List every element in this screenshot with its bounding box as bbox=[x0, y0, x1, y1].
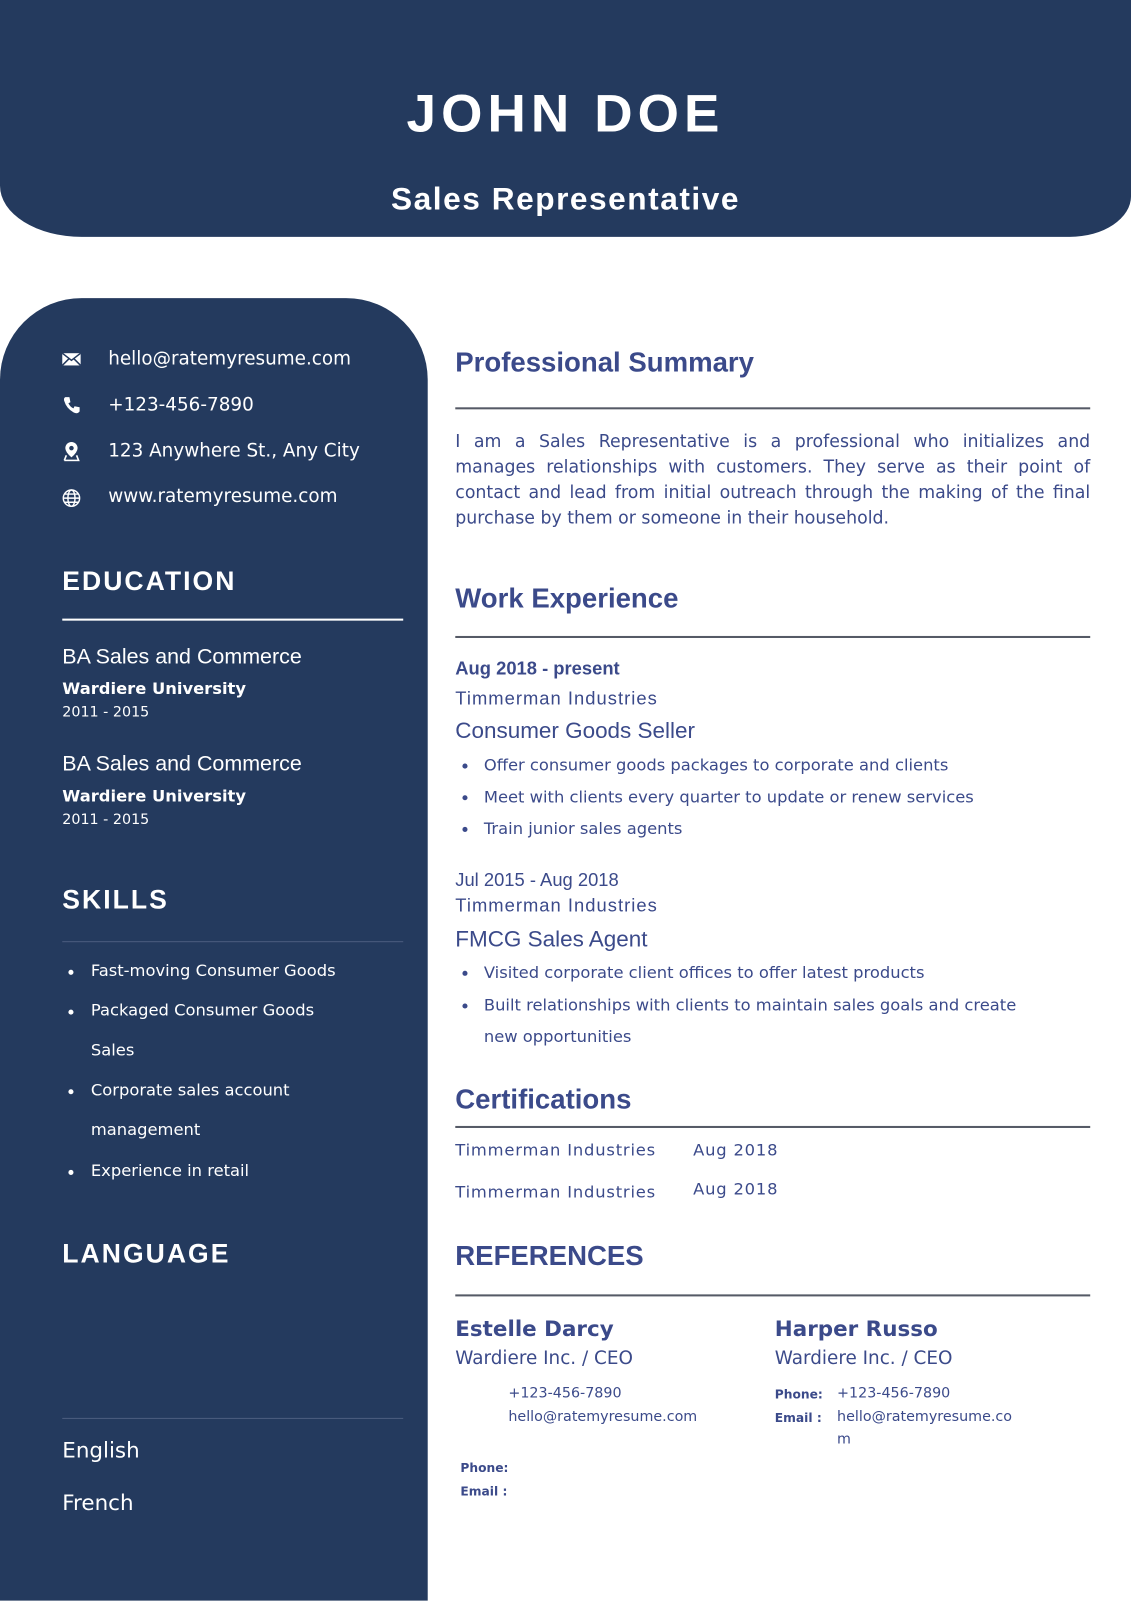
job-bullet: Meet with clients every quarter to update or renew services bbox=[483, 787, 974, 807]
job-bullet: Visited corporate client offices to offer latest products bbox=[483, 962, 925, 983]
skill-item: Fast-moving Consumer Goods bbox=[90, 960, 336, 980]
reference-phone: +123-456-7890 bbox=[508, 1385, 622, 1402]
job-dates: Aug 2018 - present bbox=[455, 658, 620, 679]
reference-company: Wardiere Inc. / CEO bbox=[774, 1347, 953, 1369]
candidate-name: JOHN DOE bbox=[406, 84, 725, 144]
skill-item: Corporate sales account bbox=[90, 1080, 290, 1100]
references-heading: REFERENCES bbox=[455, 1240, 644, 1271]
education-degree: BA Sales and Commerce bbox=[62, 645, 302, 669]
summary-heading: Professional Summary bbox=[455, 347, 754, 378]
contact-phone: +123-456-7890 bbox=[108, 394, 254, 416]
reference-email[interactable]: hello@ratemyresume.co bbox=[837, 1408, 1013, 1426]
job-bullet: Offer consumer goods packages to corporate and clients bbox=[483, 755, 949, 775]
globe-icon bbox=[61, 488, 81, 508]
education-school: Wardiere University bbox=[62, 678, 247, 699]
education-years: 2011 - 2015 bbox=[62, 811, 150, 828]
job-company: Timmerman Industries bbox=[455, 688, 658, 709]
certifications-heading: Certifications bbox=[455, 1084, 632, 1115]
cert-date: Aug 2018 bbox=[693, 1179, 779, 1199]
education-heading: EDUCATION bbox=[62, 565, 237, 597]
education-degree: BA Sales and Commerce bbox=[62, 752, 302, 776]
job-bullet: Built relationships with clients to maintain sales goals and create bbox=[483, 995, 1017, 1015]
phone-label: Phone: bbox=[460, 1460, 509, 1476]
phone-label: Phone: bbox=[774, 1387, 823, 1402]
reference-company: Wardiere Inc. / CEO bbox=[455, 1347, 633, 1369]
bullet-icon bbox=[68, 1089, 73, 1094]
phone-icon bbox=[61, 395, 81, 415]
reference-name: Harper Russo bbox=[774, 1316, 938, 1342]
email-label: Email : bbox=[460, 1484, 508, 1499]
divider bbox=[62, 941, 403, 942]
cert-issuer: Timmerman Industries bbox=[455, 1182, 656, 1202]
summary-text: I am a Sales Representative is a professional who initializes and manages relationships with customers. They serve as their point of contact and lead from initial outreach through the making of the final purchase by them or someone in their household. bbox=[455, 431, 1091, 529]
divider bbox=[455, 1294, 1090, 1296]
job-bullet: Train junior sales agents bbox=[483, 818, 683, 839]
job-role: FMCG Sales Agent bbox=[455, 925, 648, 952]
bullet-icon bbox=[68, 1170, 73, 1175]
reference-email-wrap: m bbox=[837, 1431, 851, 1448]
work-heading: Work Experience bbox=[455, 582, 679, 614]
bullet-icon bbox=[462, 795, 467, 800]
education-school: Wardiere University bbox=[62, 786, 247, 806]
job-title: Sales Representative bbox=[391, 180, 741, 217]
bullet-icon bbox=[68, 970, 73, 975]
envelope-icon bbox=[61, 349, 81, 369]
skill-item: Experience in retail bbox=[90, 1160, 250, 1181]
email-label: Email : bbox=[774, 1410, 822, 1426]
cert-issuer: Timmerman Industries bbox=[455, 1140, 656, 1160]
education-years: 2011 - 2015 bbox=[62, 704, 150, 721]
contact-email[interactable]: hello@ratemyresume.com bbox=[108, 348, 352, 370]
job-dates: Jul 2015 - Aug 2018 bbox=[455, 869, 619, 891]
location-pin-icon bbox=[61, 441, 81, 461]
bullet-icon bbox=[462, 827, 467, 832]
contact-address: 123 Anywhere St., Any City bbox=[108, 439, 360, 462]
reference-name: Estelle Darcy bbox=[455, 1316, 614, 1342]
bullet-icon bbox=[462, 971, 467, 976]
skill-item: management bbox=[90, 1119, 201, 1140]
skill-item: Packaged Consumer Goods bbox=[90, 1000, 315, 1020]
language-item: English bbox=[62, 1438, 140, 1463]
divider bbox=[455, 636, 1090, 638]
reference-phone: +123-456-7890 bbox=[837, 1385, 951, 1402]
divider bbox=[62, 619, 403, 621]
divider bbox=[62, 1418, 403, 1419]
bullet-icon bbox=[462, 764, 467, 769]
divider bbox=[455, 407, 1090, 409]
bullet-icon bbox=[462, 1003, 467, 1008]
reference-email[interactable]: hello@ratemyresume.com bbox=[508, 1408, 698, 1426]
bullet-icon bbox=[68, 1010, 73, 1015]
cert-date: Aug 2018 bbox=[693, 1140, 779, 1160]
skills-heading: SKILLS bbox=[62, 884, 169, 915]
divider bbox=[455, 1126, 1090, 1128]
skill-item: Sales bbox=[90, 1040, 135, 1060]
job-role: Consumer Goods Seller bbox=[455, 717, 695, 744]
language-item: French bbox=[62, 1490, 134, 1515]
language-heading: LANGUAGE bbox=[62, 1238, 231, 1269]
job-company: Timmerman Industries bbox=[455, 895, 658, 916]
contact-website[interactable]: www.ratemyresume.com bbox=[108, 485, 338, 508]
job-bullet: new opportunities bbox=[483, 1026, 632, 1047]
